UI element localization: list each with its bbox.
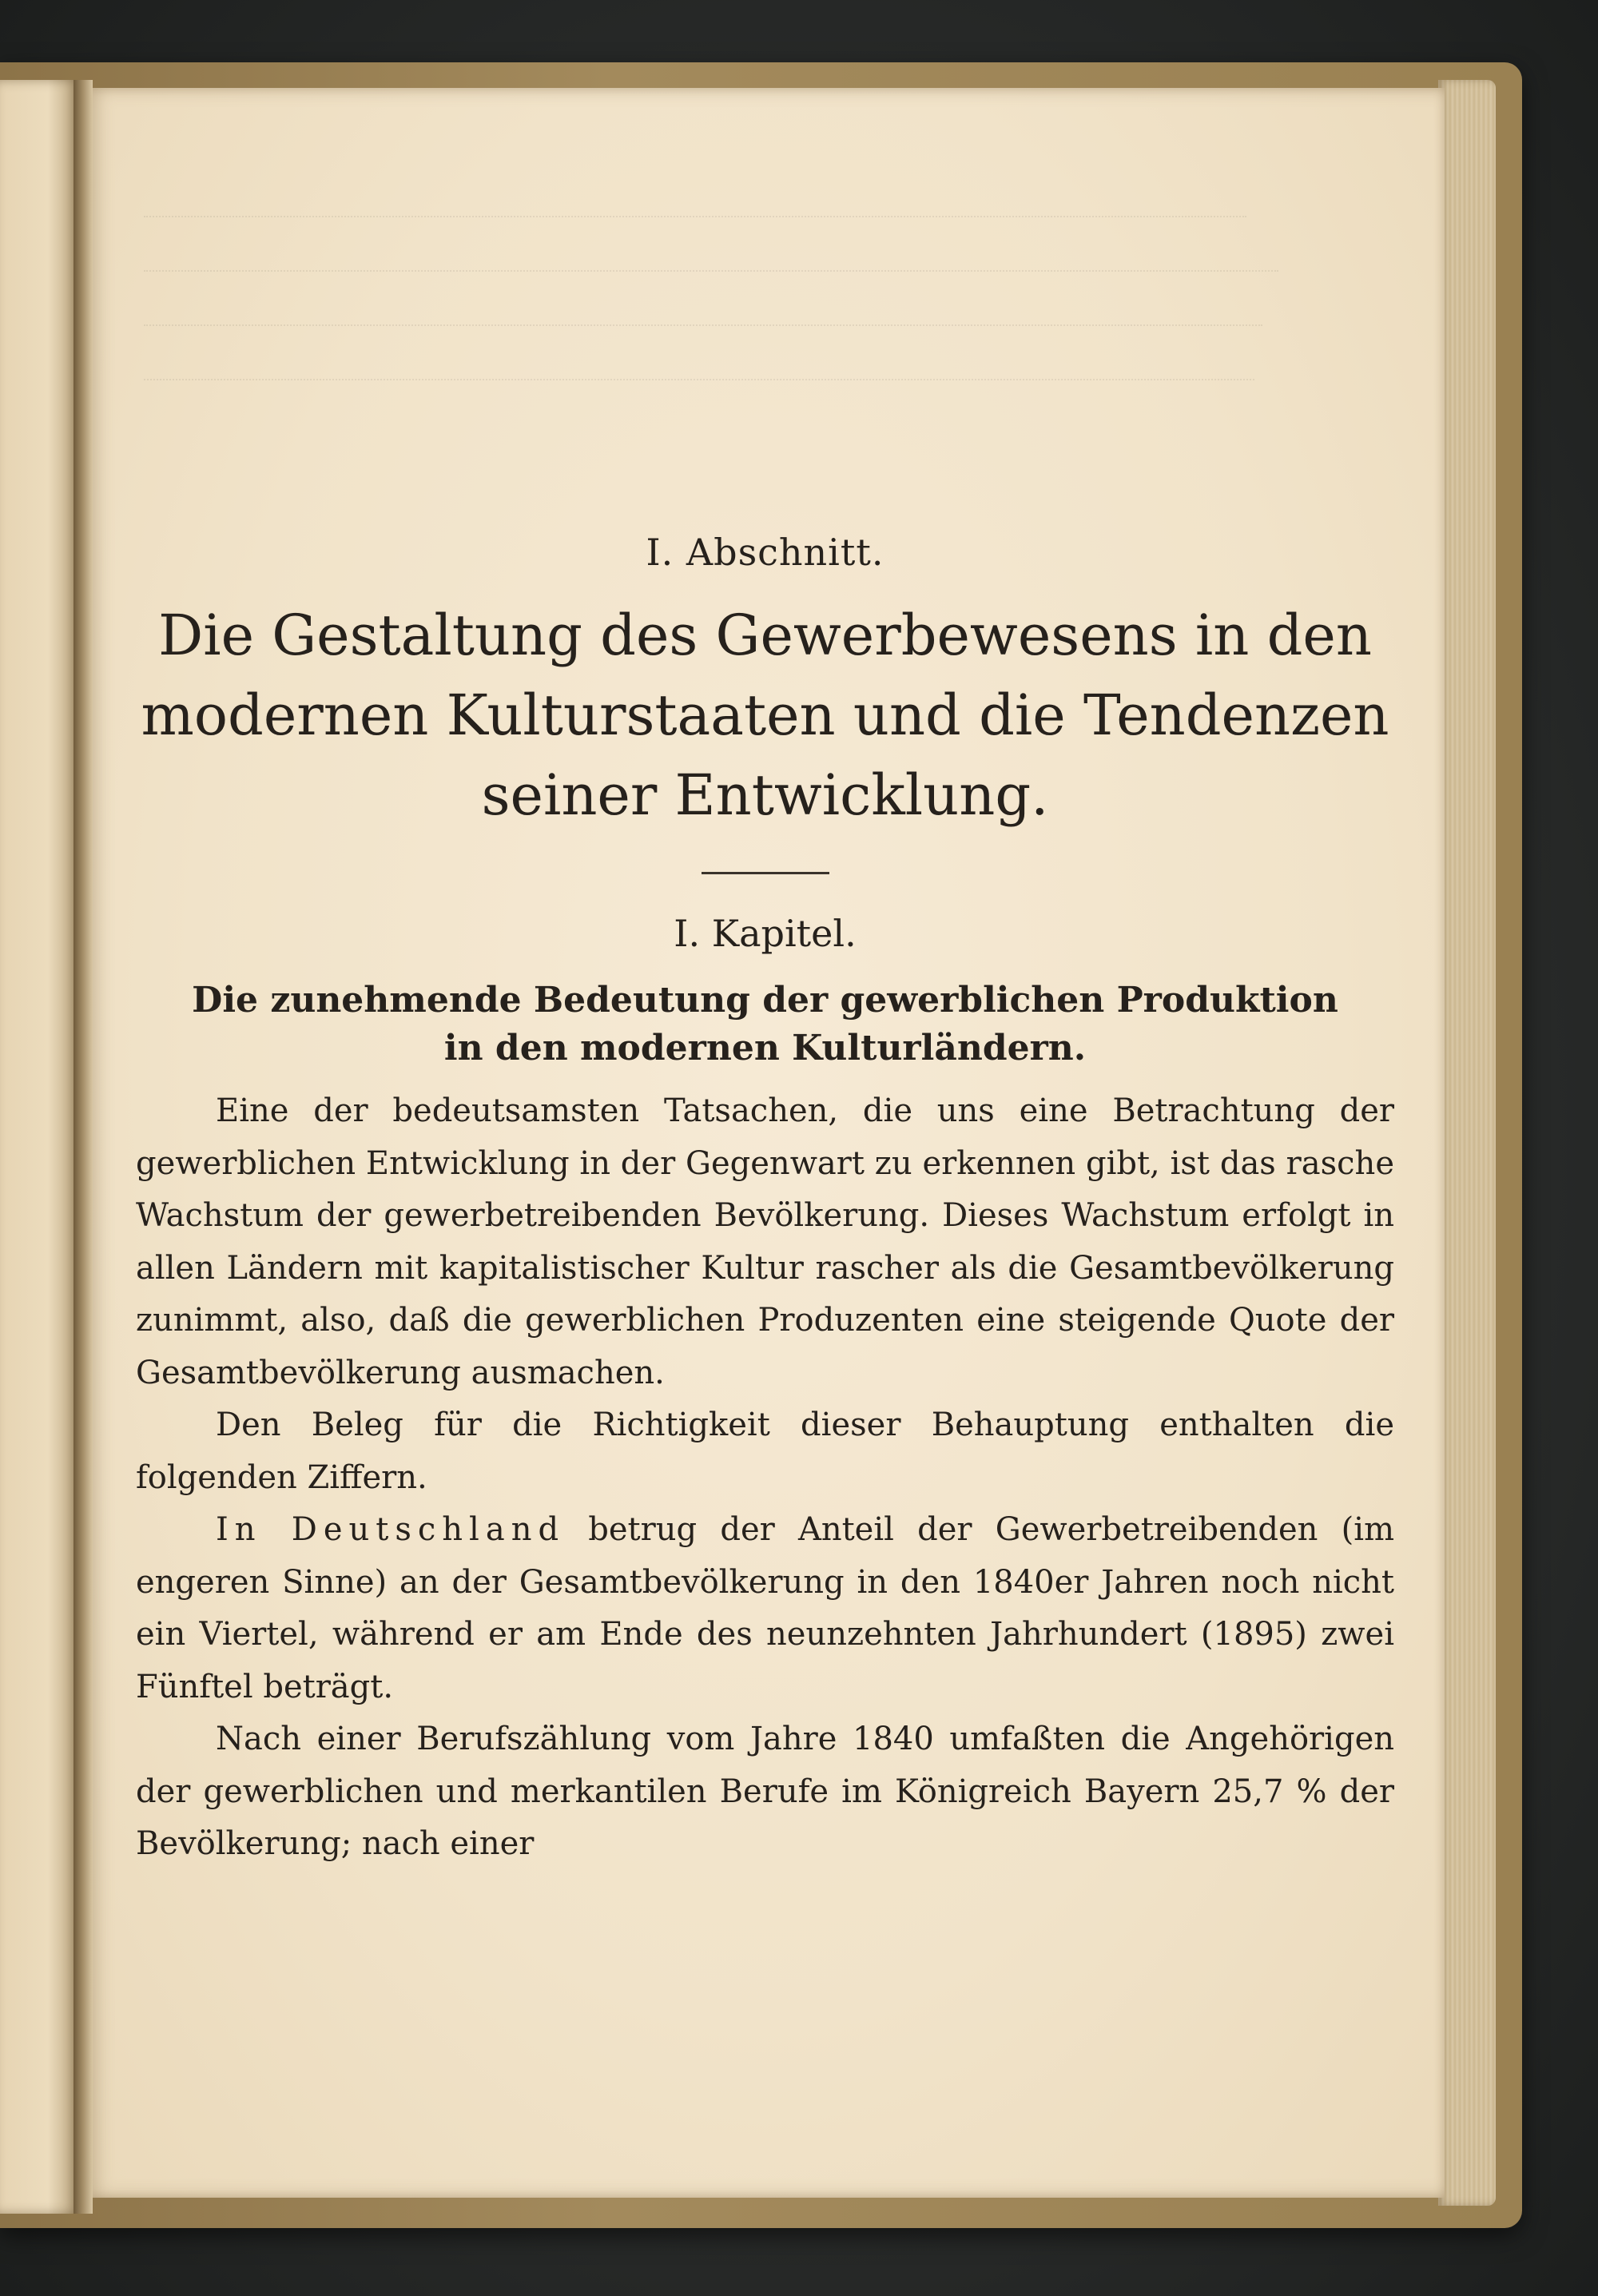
paragraph-text: betrug der Anteil der Gewerbetreibenden (im engeren Sinne) an der Gesamtbevölkerung in den 1840er Jahren noch nicht ein Viertel, während er am Ende des neunzehnten Jahrhundert (1895) zwei Fünftel beträgt. [136,1511,1394,1705]
section-label: I. Abschnitt. [646,531,884,574]
paragraph [136,1504,1394,1713]
chapter-label: I. Kapitel. [674,912,857,955]
section-title-line: seiner Entwicklung. [481,762,1049,828]
title-divider [702,872,829,874]
chapter-title-line: Die zunehmende Bedeutung der gewerblichen Produktion [192,980,1338,1021]
show-through-texture [144,200,1342,464]
section-title-line: modernen Kulturstaaten und die Tendenzen [141,682,1389,748]
paragraph: Den Beleg für die Richtigkeit dieser Behauptung enthalten die folgenden Ziffern. [136,1407,1394,1496]
page-text [136,523,1394,1871]
paragraph: Eine der bedeutsamsten Tatsachen, die uns eine Betrachtung der gewerblichen Entwicklung in der Gegenwart zu erkennen gibt, ist das rasche Wachstum der gewerbetreibenden Bevölkerung. Dieses Wachstum erfolgt in allen Ländern mit kapitalistischer Kultur rascher als die Gesamtbevölkerung zunimmt, also, daß die gewerblichen Produzenten eine steigende Quote der Gesamtbevölkerung ausmachen. [136,1092,1394,1391]
section-title [136,595,1394,835]
spaced-emphasis: In Deutschland [216,1511,566,1548]
section-title-line: Die Gestaltung des Gewerbewesens in den [158,603,1372,668]
book-gutter [74,80,93,2214]
paragraph: Nach einer Berufszählung vom Jahre 1840 umfaßten die Angehörigen der gewerblichen und merkantilen Berufe im Königreich Bayern 25,7 % der Bevölkerung; nach einer [136,1721,1394,1862]
chapter-title [136,977,1394,1072]
chapter-title-line: in den modernen Kulturländern. [443,1028,1087,1068]
page-edges [1438,80,1496,2206]
left-page-edge [0,80,80,2214]
